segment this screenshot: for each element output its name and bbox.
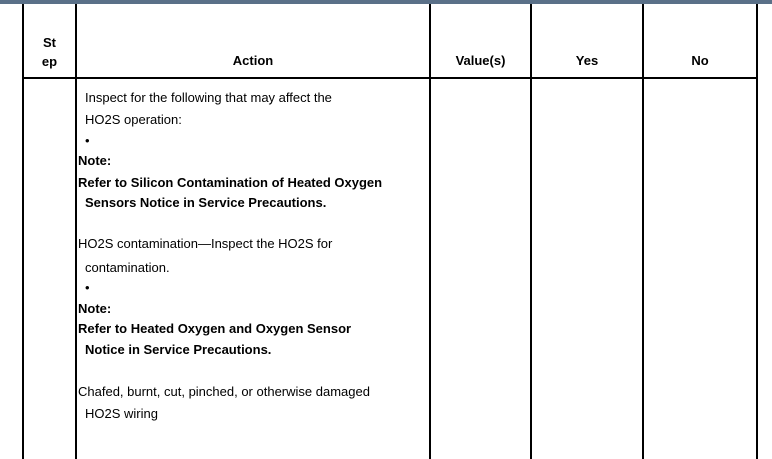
action-text: HO2S operation: <box>85 112 182 127</box>
column-divider <box>642 4 644 459</box>
column-divider <box>530 4 532 459</box>
header-no: No <box>691 53 709 68</box>
note-label: Note: <box>78 301 112 316</box>
header-step-line2: ep <box>41 54 58 69</box>
table-border-left <box>22 4 24 459</box>
header-step-line1: St <box>43 35 56 50</box>
header-divider <box>23 77 758 79</box>
table-border-right <box>756 4 758 459</box>
action-text: Inspect for the following that may affect the <box>85 90 332 105</box>
action-text: HO2S contamination—Inspect the HO2S for <box>78 236 333 251</box>
header-action: Action <box>232 53 274 68</box>
note-label: Note: <box>78 153 112 168</box>
note-text: Refer to Heated Oxygen and Oxygen Sensor <box>78 321 352 336</box>
column-divider <box>429 4 431 459</box>
action-text: contamination. <box>85 260 170 275</box>
note-text: Refer to Silicon Contamination of Heated Oxygen <box>78 175 383 190</box>
bullet: • <box>85 133 90 148</box>
action-text: Chafed, burnt, cut, pinched, or otherwise damaged <box>78 384 370 399</box>
header-yes: Yes <box>575 53 599 68</box>
note-text: Notice in Service Precautions. <box>85 342 272 357</box>
header-values: Value(s) <box>455 53 506 68</box>
action-text: HO2S wiring <box>85 406 158 421</box>
window-top-bar <box>0 0 772 4</box>
bullet: • <box>85 280 90 295</box>
note-text: Sensors Notice in Service Precautions. <box>85 195 327 210</box>
column-divider <box>75 4 77 459</box>
